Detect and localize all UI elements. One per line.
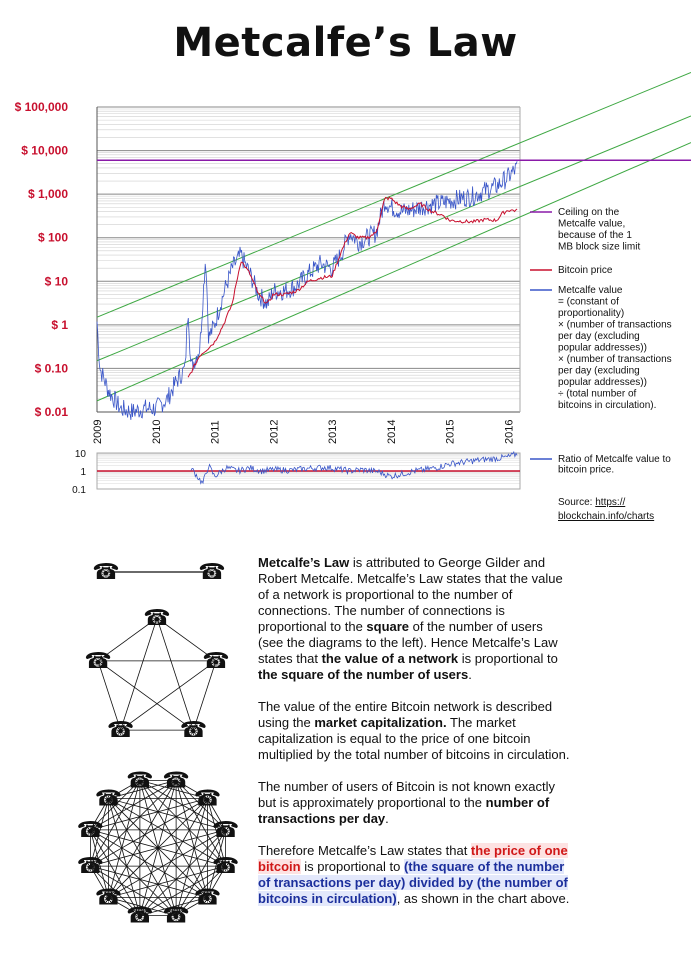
ratio-chart — [72, 449, 671, 496]
p1-segment: the square of the number of users — [258, 667, 469, 682]
metcalfe-value-line — [97, 161, 517, 420]
telephone-icon: ☎ — [76, 817, 105, 843]
bitcoin-price-line — [188, 197, 517, 377]
main-chart-grid — [97, 107, 520, 412]
legend-metcalfe-text: bitcoins in circulation). — [558, 400, 657, 411]
telephone-icon: ☎ — [94, 786, 123, 812]
paragraph-market-cap — [258, 699, 570, 763]
legend-ratio-text: bitcoin price. — [558, 464, 615, 476]
paragraph-metcalfe-law — [258, 555, 570, 683]
legend-ratio-text: Ratio of Metcalfe value to — [558, 454, 671, 465]
legend-metcalfe-text: = (constant of — [558, 296, 619, 308]
telephone-icon: ☎ — [92, 560, 120, 585]
x-tick-label: 2013 — [327, 419, 339, 444]
telephone-icon: ☎ — [106, 718, 135, 744]
x-tick-label: 2009 — [92, 419, 104, 444]
p4-segment: is proportional to — [300, 859, 404, 874]
ratio-y-tick-label: 0.1 — [72, 485, 86, 496]
ratio-y-tick-label: 10 — [74, 449, 86, 460]
five-node-connection — [121, 618, 157, 730]
legend-metcalfe-text: Metcalfe value — [558, 285, 623, 296]
telephone-icon: ☎ — [126, 903, 154, 929]
telephone-icon: ☎ — [76, 854, 105, 880]
legend-ceiling-text: MB block size limit — [558, 241, 641, 253]
x-tick-label: 2015 — [444, 419, 457, 444]
legend-metcalfe-text: per day (excluding — [558, 365, 640, 377]
legend-price-text: Bitcoin price — [558, 265, 613, 276]
telephone-icon: ☎ — [198, 560, 226, 585]
x-tick-label: 2014 — [385, 419, 398, 444]
y-axis-labels — [15, 100, 69, 419]
p3-segment: The number of users of Bitcoin is not known exactly but is approximately proportional to the — [258, 779, 555, 810]
p4-segment: the price of one bitcoin — [258, 843, 568, 874]
y-tick-label: $ 100 — [37, 230, 68, 245]
legend-ceiling-text: Ceiling on the — [558, 207, 620, 218]
p4-segment: Therefore Metcalfe’s Law states that — [258, 843, 471, 858]
p1-segment: is attributed to George Gilder and Robert Metcalfe. Metcalfe’s Law states that the value of a network is proportional to the number of connections. The number of connections is proportional to the — [258, 555, 563, 634]
p2-segment: The value of the entire Bitcoin network is described using the — [258, 699, 553, 730]
y-tick-label: $ 10 — [44, 274, 68, 289]
telephone-icon: ☎ — [193, 885, 222, 911]
p2-segment: market capitalization. — [314, 715, 447, 730]
paragraph-conclusion — [258, 843, 570, 907]
p1-segment: of the number of users (see the diagrams to the left). Hence Metcalfe’s Law states that — [258, 619, 558, 666]
paragraph-users — [258, 779, 570, 827]
telephone-icon: ☎ — [179, 718, 208, 744]
x-tick-label: 2010 — [150, 419, 163, 444]
legend-metcalfe-text: × (number of transactions — [558, 354, 672, 365]
source-link[interactable]: https:// — [595, 497, 626, 508]
x-tick-label: 2011 — [209, 420, 222, 444]
ratio-y-tick-label: 1 — [80, 467, 86, 478]
explanation-text — [258, 555, 570, 923]
legend-metcalfe-text: popular addresses)) — [558, 342, 647, 354]
five-node-connection — [157, 618, 193, 730]
y-tick-label: $ 1,000 — [27, 187, 68, 202]
legend-metcalfe-text: popular addresses)) — [558, 377, 647, 388]
network-diagrams — [77, 560, 240, 929]
p3-segment: number of transactions per day — [258, 795, 550, 826]
source-note — [558, 496, 688, 524]
y-tick-label: $ 10,000 — [21, 143, 68, 158]
p1-segment: . — [468, 667, 472, 682]
legend-ceiling-text: Metcalfe value, — [558, 218, 626, 230]
legend-metcalfe-text: per day (excluding — [558, 331, 640, 342]
y-tick-label: $ 100,000 — [14, 100, 68, 114]
y-tick-label: $ 1 — [51, 317, 68, 332]
telephone-icon: ☎ — [84, 648, 112, 674]
series-lines — [97, 161, 517, 420]
p1-segment: square — [366, 619, 410, 634]
source-link-2[interactable]: blockchain.info/charts — [558, 511, 655, 522]
x-tick-label: 2016 — [503, 419, 516, 444]
telephone-icon: ☎ — [126, 768, 154, 794]
telephone-icon: ☎ — [193, 786, 222, 812]
p1-segment: Metcalfe’s Law — [258, 555, 350, 570]
legend — [530, 207, 672, 411]
y-tick-label: $ 0.10 — [34, 361, 68, 376]
p3-segment: . — [385, 811, 389, 826]
telephone-icon: ☎ — [162, 903, 190, 929]
x-axis-labels — [92, 420, 515, 444]
p2-segment: The market capitalization is equal to the price of one bitcoin multiplied by the total number of bitcoins in circulation. — [258, 715, 570, 762]
telephone-icon: ☎ — [202, 648, 230, 674]
legend-metcalfe-text: × (number of transactions — [558, 319, 672, 331]
ratio-line — [191, 452, 517, 483]
legend-metcalfe-text: ÷ (total number of — [558, 388, 637, 400]
telephone-icon: ☎ — [94, 885, 123, 911]
x-tick-label: 2012 — [268, 419, 281, 444]
y-tick-label: $ 0.01 — [34, 405, 68, 419]
source-label: Source: — [558, 497, 593, 508]
p4-segment: (the square of the number of transactions per day) divided by (the number of bitcoins in circulation) — [258, 859, 568, 906]
legend-ceiling-text: because of the 1 — [558, 230, 632, 241]
telephone-icon: ☎ — [211, 817, 240, 843]
telephone-icon: ☎ — [143, 606, 171, 631]
p1-segment: the value of a network — [321, 651, 459, 666]
page-title: Metcalfe’s Law — [173, 20, 518, 66]
p4-segment: , as shown in the chart above. — [396, 891, 570, 906]
telephone-icon: ☎ — [211, 854, 240, 880]
p1-segment: is proportional to — [458, 651, 558, 666]
telephone-icon: ☎ — [162, 768, 190, 794]
legend-metcalfe-text: proportionality) — [558, 308, 625, 319]
